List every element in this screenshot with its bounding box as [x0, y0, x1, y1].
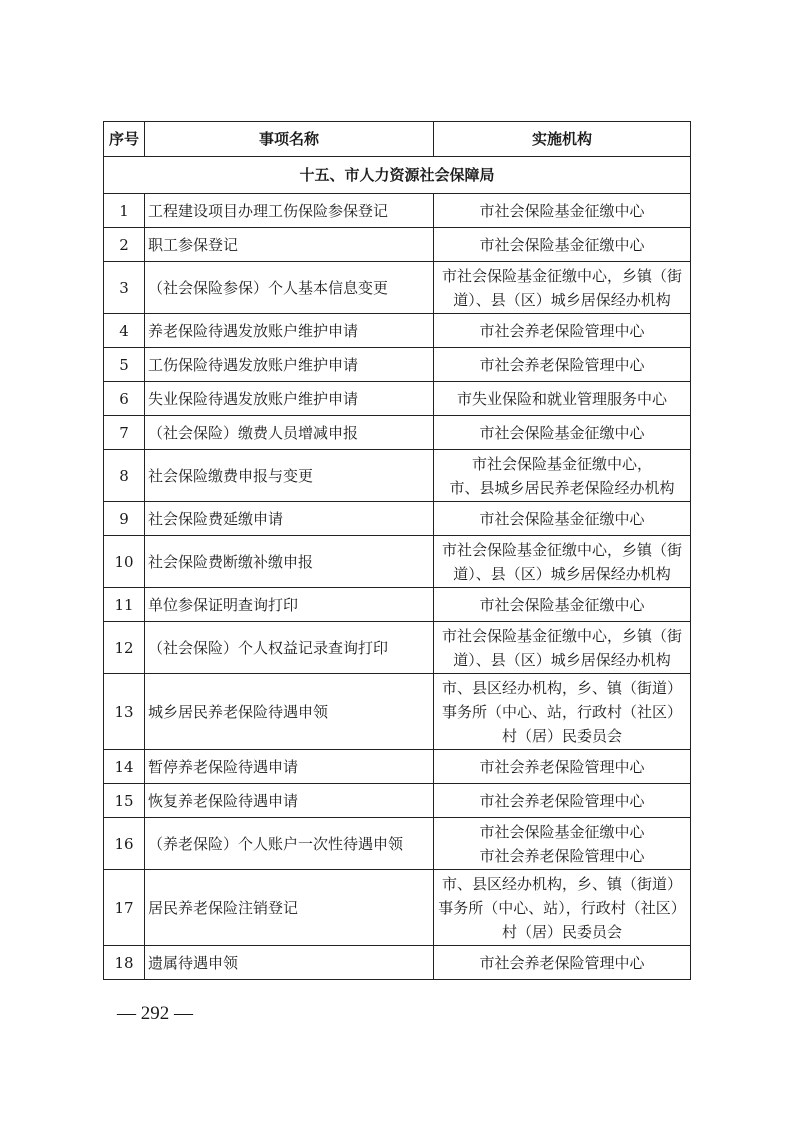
implementing-agency [434, 818, 691, 870]
implementing-agency [434, 750, 691, 784]
item-name: 单位参保证明查询打印 [145, 588, 434, 622]
agency-line: 市失业保险和就业管理服务中心 [456, 389, 667, 408]
agency-line: 市社会保险基金征缴中心 [479, 201, 645, 220]
table-row [104, 818, 691, 870]
implementing-agency [434, 502, 691, 536]
agency-line: 市社会保险基金征缴中心，乡镇（街 [441, 626, 682, 645]
agency-line: 村（居）民委员会 [501, 922, 622, 941]
row-number: 8 [104, 450, 145, 502]
agency-line: 市社会养老保险管理中心 [479, 846, 645, 865]
item-name: 工程建设项目办理工伤保险参保登记 [145, 194, 434, 228]
row-number: 18 [104, 946, 145, 980]
table-header-row [104, 122, 691, 157]
row-number: 3 [104, 262, 145, 314]
section-row [104, 157, 691, 194]
agency-line: 事务所（中心、站），行政村（社区） [438, 898, 686, 917]
item-name: 居民养老保险注销登记 [145, 870, 434, 946]
table-row [104, 870, 691, 946]
agency-line: 市社会保险基金征缴中心 [479, 595, 645, 614]
item-name: 失业保险待遇发放账户维护申请 [145, 382, 434, 416]
table-row [104, 674, 691, 750]
implementing-agency [434, 228, 691, 262]
service-items-table [103, 121, 691, 980]
agency-line: 道）、县（区）城乡居保经办机构 [453, 564, 671, 583]
table-row [104, 450, 691, 502]
row-number: 1 [104, 194, 145, 228]
table-row [104, 588, 691, 622]
agency-line: 市社会保险基金征缴中心，乡镇（街 [441, 540, 682, 559]
row-number: 10 [104, 536, 145, 588]
table-row [104, 622, 691, 674]
row-number: 9 [104, 502, 145, 536]
agency-line: 市、县区经办机构，乡、镇（街道） [441, 874, 682, 893]
row-number: 17 [104, 870, 145, 946]
item-name: （社会保险）个人权益记录查询打印 [145, 622, 434, 674]
table-row [104, 194, 691, 228]
item-name: （社会保险参保）个人基本信息变更 [145, 262, 434, 314]
table-row [104, 416, 691, 450]
table-row [104, 784, 691, 818]
row-number: 7 [104, 416, 145, 450]
agency-line: 市社会保险基金征缴中心， [471, 454, 652, 473]
table-row [104, 314, 691, 348]
table-row [104, 946, 691, 980]
row-number: 15 [104, 784, 145, 818]
page-number: — 292 — [117, 1003, 193, 1024]
implementing-agency [434, 946, 691, 980]
agency-line: 村（居）民委员会 [501, 726, 622, 745]
agency-line: 市社会养老保险管理中心 [479, 953, 645, 972]
agency-line: 道）、县（区）城乡居保经办机构 [453, 290, 671, 309]
item-name: （养老保险）个人账户一次性待遇申领 [145, 818, 434, 870]
table-row [104, 262, 691, 314]
item-name: 城乡居民养老保险待遇申领 [145, 674, 434, 750]
implementing-agency [434, 314, 691, 348]
row-number: 11 [104, 588, 145, 622]
item-name: 社会保险费延缴申请 [145, 502, 434, 536]
header-org: 实施机构 [434, 122, 691, 157]
agency-line: 市社会保险基金征缴中心 [479, 822, 645, 841]
agency-line: 市社会养老保险管理中心 [479, 321, 645, 340]
implementing-agency [434, 262, 691, 314]
section-title: 十五、市人力资源社会保障局 [104, 157, 691, 194]
agency-line: 市社会养老保险管理中心 [479, 757, 645, 776]
implementing-agency [434, 588, 691, 622]
row-number: 4 [104, 314, 145, 348]
implementing-agency [434, 348, 691, 382]
item-name: （社会保险）缴费人员增减申报 [145, 416, 434, 450]
implementing-agency [434, 674, 691, 750]
header-no: 序号 [104, 122, 145, 157]
table-row [104, 750, 691, 784]
implementing-agency [434, 416, 691, 450]
item-name: 社会保险缴费申报与变更 [145, 450, 434, 502]
implementing-agency [434, 622, 691, 674]
implementing-agency [434, 536, 691, 588]
implementing-agency [434, 194, 691, 228]
agency-line: 事务所（中心、站，行政村（社区） [441, 702, 682, 721]
agency-line: 市、县区经办机构，乡、镇（街道） [441, 678, 682, 697]
table-row [104, 502, 691, 536]
implementing-agency [434, 450, 691, 502]
agency-line: 市社会保险基金征缴中心 [479, 423, 645, 442]
item-name: 暂停养老保险待遇申请 [145, 750, 434, 784]
item-name: 职工参保登记 [145, 228, 434, 262]
header-name: 事项名称 [145, 122, 434, 157]
item-name: 养老保险待遇发放账户维护申请 [145, 314, 434, 348]
table-row [104, 536, 691, 588]
item-name: 工伤保险待遇发放账户维护申请 [145, 348, 434, 382]
implementing-agency [434, 784, 691, 818]
table-row [104, 382, 691, 416]
row-number: 5 [104, 348, 145, 382]
item-name: 恢复养老保险待遇申请 [145, 784, 434, 818]
agency-line: 道）、县（区）城乡居保经办机构 [453, 650, 671, 669]
table-row [104, 228, 691, 262]
row-number: 16 [104, 818, 145, 870]
row-number: 6 [104, 382, 145, 416]
agency-line: 市社会养老保险管理中心 [479, 355, 645, 374]
table-row [104, 348, 691, 382]
agency-line: 市、县城乡居民养老保险经办机构 [449, 478, 675, 497]
implementing-agency [434, 870, 691, 946]
agency-line: 市社会保险基金征缴中心 [479, 509, 645, 528]
row-number: 12 [104, 622, 145, 674]
row-number: 2 [104, 228, 145, 262]
implementing-agency [434, 382, 691, 416]
row-number: 14 [104, 750, 145, 784]
item-name: 社会保险费断缴补缴申报 [145, 536, 434, 588]
agency-line: 市社会养老保险管理中心 [479, 791, 645, 810]
item-name: 遗属待遇申领 [145, 946, 434, 980]
row-number: 13 [104, 674, 145, 750]
agency-line: 市社会保险基金征缴中心，乡镇（街 [441, 266, 682, 285]
agency-line: 市社会保险基金征缴中心 [479, 235, 645, 254]
